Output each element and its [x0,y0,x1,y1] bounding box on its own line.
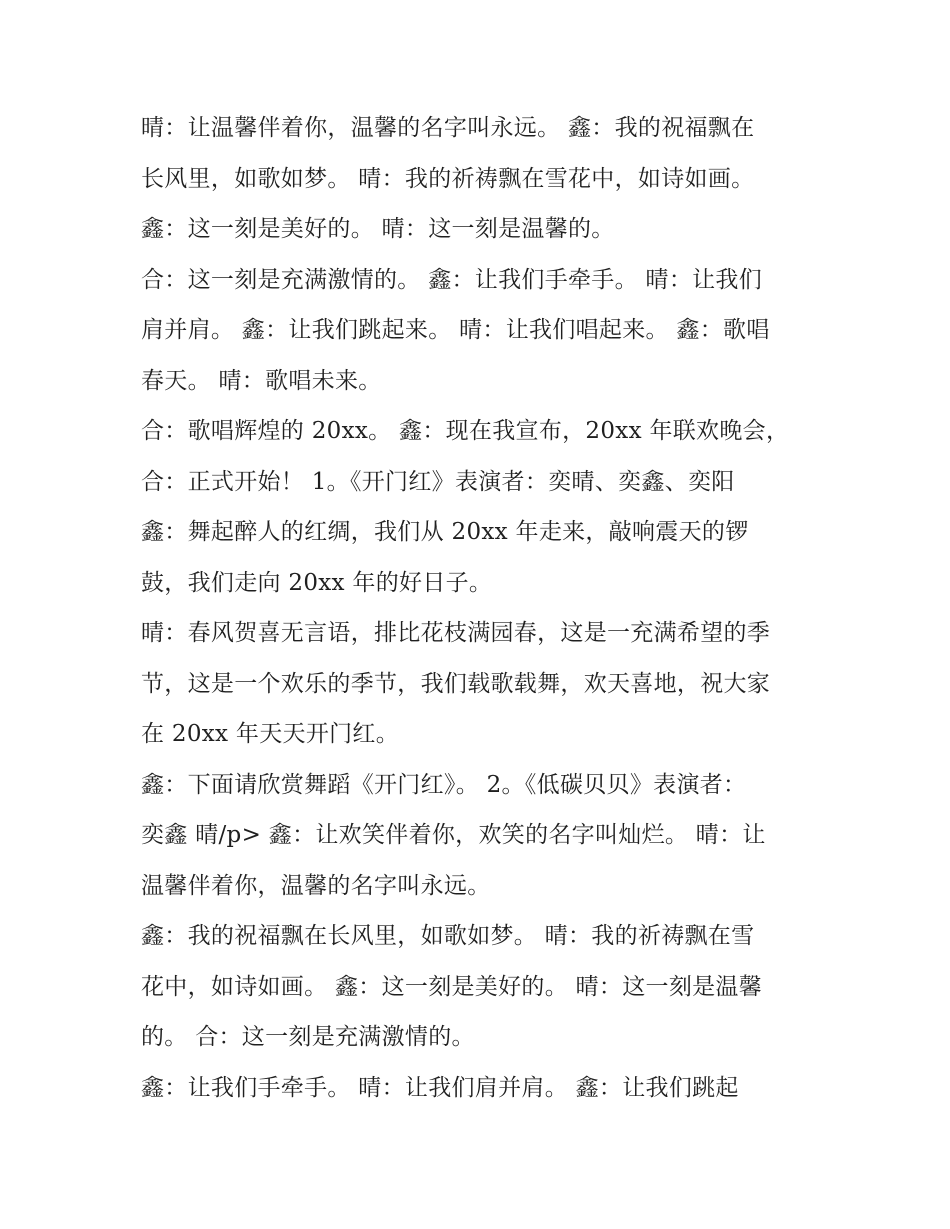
text-line: 鑫：下面请欣赏舞蹈《开门红》。 2。《低碳贝贝》表演者： [141,771,747,798]
text-line: 花中，如诗如画。 鑫：这一刻是美好的。 晴：这一刻是温馨 [141,973,763,1000]
text-line: 肩并肩。 鑫：让我们跳起来。 晴：让我们唱起来。 鑫：歌唱 [141,317,770,343]
text-line: 奕鑫 晴/p> 鑫：让欢笑伴着你，欢笑的名字叫灿烂。 晴：让 [141,822,766,848]
script-text [141,103,831,1113]
text-line: 节，这是一个欢乐的季节，我们载歌载舞，欢天喜地，祝大家 [141,670,771,697]
text-line: 晴：让温馨伴着你，温馨的名字叫永远。 鑫：我的祝福飘在 [141,115,755,141]
text-line: 在 20xx 年天天开门红。 [141,721,400,747]
text-line: 长风里，如歌如梦。 晴：我的祈祷飘在雪花中，如诗如画。 [141,165,755,192]
text-line: 的。 合：这一刻是充满激情的。 [141,1024,475,1050]
text-line: 鼓，我们走向 20xx 年的好日子。 [141,569,493,596]
text-line: 鑫：舞起醉人的红绸，我们从 20xx 年走来，敲响震天的锣 [141,519,749,545]
text-line: 合：这一刻是充满激情的。 鑫：让我们手牵手。 晴：让我们 [141,266,763,293]
text-line: 鑫：让我们手牵手。 晴：让我们肩并肩。 鑫：让我们跳起 [141,1074,739,1101]
text-line: 鑫：我的祝福飘在长风里，如歌如梦。 晴：我的祈祷飘在雪 [141,923,755,949]
text-line: 温馨伴着你，温馨的名字叫永远。 [141,872,491,899]
text-line: 晴：春风贺喜无言语，排比花枝满园春，这是一充满希望的季 [141,620,771,646]
text-line: 鑫：这一刻是美好的。 晴：这一刻是温馨的。 [141,216,615,242]
text-line: 合：正式开始！ 1。《开门红》表演者：奕晴、奕鑫、奕阳 [141,468,735,495]
text-line: 春天。 晴：歌唱未来。 [141,367,382,394]
text-line: 合：歌唱辉煌的 20xx。 鑫：现在我宣布，20xx 年联欢晚会， [141,418,790,444]
